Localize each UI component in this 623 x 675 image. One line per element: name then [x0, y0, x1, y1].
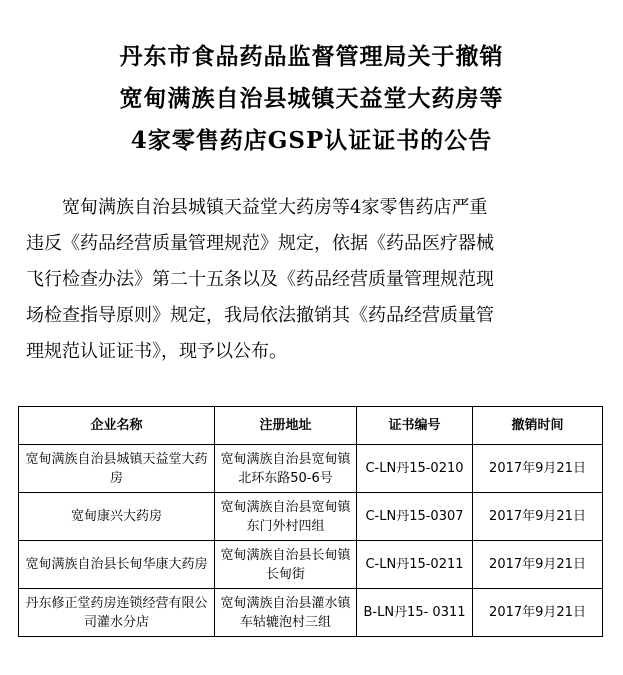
title-line-2: 宽甸满族自治县城镇天益堂大药房等 — [119, 85, 504, 112]
cell-registered-address: 宽甸满族自治县长甸镇长甸街 — [215, 541, 357, 589]
table-row — [19, 589, 603, 637]
cell-enterprise-name: 丹东修正堂药房连锁经营有限公司灌水分店 — [19, 589, 215, 637]
cell-registered-address: 宽甸满族自治县灌水镇车轱辘泡村三组 — [215, 589, 357, 637]
cell-enterprise-name: 宽甸满族自治县城镇天益堂大药房 — [19, 445, 215, 493]
body-line-3: 飞行检查办法》第二十五条以及《药品经营质量管理规范现 — [26, 269, 494, 290]
body-line-1: 宽甸满族自治县城镇天益堂大药房等4家零售药店严重 — [62, 197, 488, 218]
table-header-row — [19, 407, 603, 445]
title-line-3: 4家零售药店GSP认证证书的公告 — [130, 127, 493, 154]
revoked-pharmacies-table — [18, 406, 603, 637]
cell-enterprise-name: 宽甸满族自治县长甸华康大药房 — [19, 541, 215, 589]
cell-revocation-date: 2017年9月21日 — [473, 493, 603, 541]
cell-certificate-number: C-LN丹15-0210 — [357, 445, 473, 493]
cell-revocation-date: 2017年9月21日 — [473, 541, 603, 589]
header-enterprise-name: 企业名称 — [19, 407, 215, 445]
cell-certificate-number: C-LN丹15-0307 — [357, 493, 473, 541]
cell-registered-address: 宽甸满族自治县宽甸镇北环东路50-6号 — [215, 445, 357, 493]
title-line-1: 丹东市食品药品监督管理局关于撤销 — [119, 43, 504, 70]
announcement-body — [26, 190, 606, 370]
table-row — [19, 445, 603, 493]
header-certificate-number: 证书编号 — [357, 407, 473, 445]
header-registered-address: 注册地址 — [215, 407, 357, 445]
body-line-2: 违反《药品经营质量管理规范》规定，依据《药品医疗器械 — [26, 233, 494, 254]
cell-certificate-number: C-LN丹15-0211 — [357, 541, 473, 589]
cell-revocation-date: 2017年9月21日 — [473, 445, 603, 493]
cell-enterprise-name: 宽甸康兴大药房 — [19, 493, 215, 541]
cell-registered-address: 宽甸满族自治县宽甸镇东门外村四组 — [215, 493, 357, 541]
header-revocation-date: 撤销时间 — [473, 407, 603, 445]
cell-certificate-number: B-LN丹15- 0311 — [357, 589, 473, 637]
cell-revocation-date: 2017年9月21日 — [473, 589, 603, 637]
body-line-4: 场检查指导原则》规定，我局依法撤销其《药品经营质量管 — [26, 305, 494, 326]
body-line-5: 理规范认证证书》，现予以公布。 — [26, 341, 287, 362]
table-row — [19, 541, 603, 589]
table-row — [19, 493, 603, 541]
